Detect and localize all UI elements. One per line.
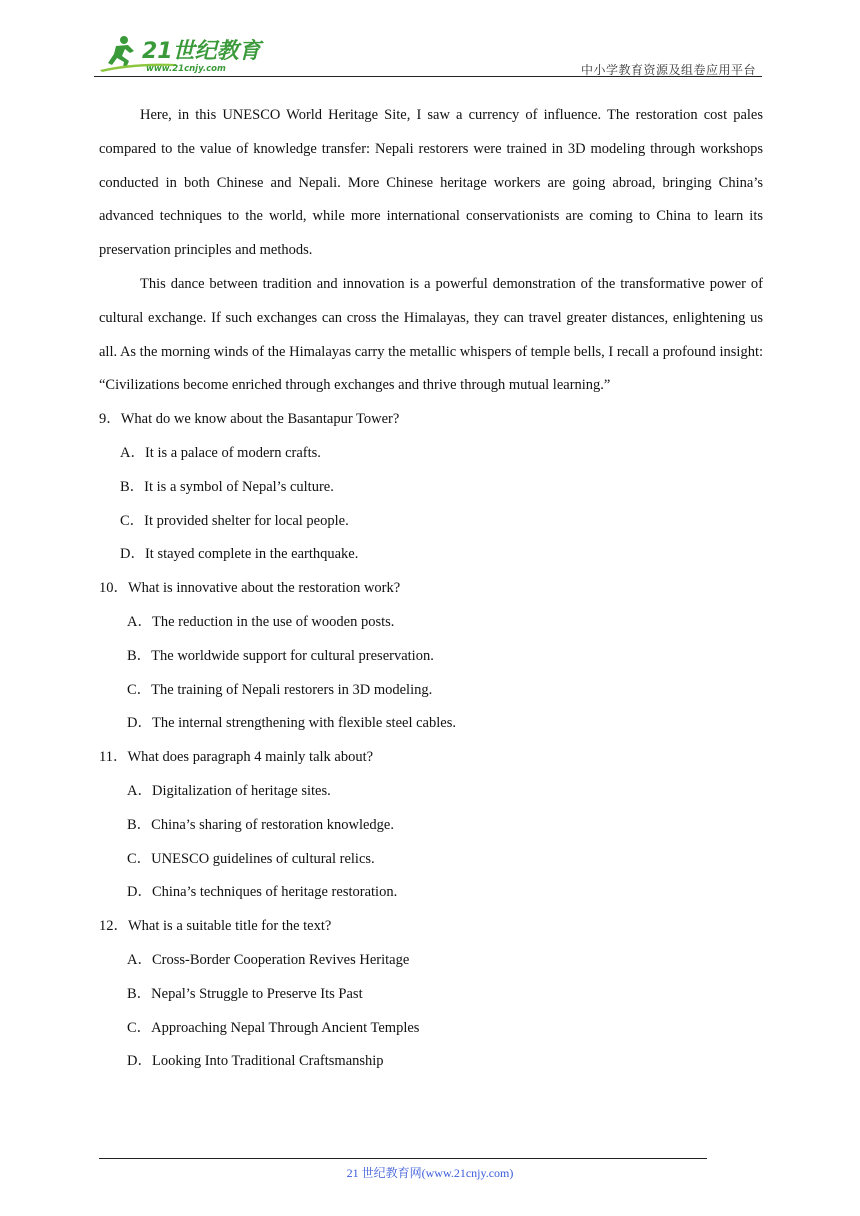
question-option: D．The internal strengthening with flexible steel cables. xyxy=(127,715,456,732)
site-logo xyxy=(94,34,264,74)
question-option: B．It is a symbol of Nepal’s culture. xyxy=(120,478,334,495)
question-option: D．China’s techniques of heritage restoration. xyxy=(127,884,398,901)
question-option: B．China’s sharing of restoration knowledge. xyxy=(127,816,394,833)
question-stem: 9．What do we know about the Basantapur Tower? xyxy=(99,411,400,428)
header-divider xyxy=(94,76,762,77)
question-option: C．UNESCO guidelines of cultural relics. xyxy=(127,850,375,867)
question-option: D．It stayed complete in the earthquake. xyxy=(120,546,359,563)
question-option: A．Digitalization of heritage sites. xyxy=(127,782,331,799)
question-option: C．Approaching Nepal Through Ancient Temples xyxy=(127,1019,420,1036)
question-option: A．It is a palace of modern crafts. xyxy=(120,444,321,461)
passage-paragraph: Here, in this UNESCO World Heritage Site, I saw a currency of influence. The restoration cost pales compared to the value of knowledge transfer: Nepali restorers were trained in 3D modeling through workshops conducted in both Chinese and Nepali. More Chinese heritage workers are going abroad, bringing China’s advanced techniques to the world, while more international conservationists are coming to China to learn its preservation principles and methods. xyxy=(99,107,763,259)
question-stem: 11．What does paragraph 4 mainly talk about? xyxy=(99,749,374,766)
platform-name: 中小学教育资源及组卷应用平台 xyxy=(580,63,756,77)
question-option: B．Nepal’s Struggle to Preserve Its Past xyxy=(127,985,363,1002)
question-option: C．It provided shelter for local people. xyxy=(120,512,349,529)
question-option: C．The training of Nepali restorers in 3D modeling. xyxy=(127,681,433,698)
footer-divider xyxy=(99,1158,707,1159)
passage-paragraph: This dance between tradition and innovation is a powerful demonstration of the transformative power of cultural exchange. If such exchanges can cross the Himalayas, they can travel greater distances, enlightening us all. As the morning winds of the Himalayas carry the metallic whispers of temple bells, I recall a profound insight: “Civilizations become enriched through exchanges and thrive through mutual learning.” xyxy=(99,275,764,394)
page-footer: 21 世纪教育网(www.21cnjy.com) xyxy=(346,1166,514,1180)
question-option: D．Looking Into Traditional Craftsmanship xyxy=(127,1053,384,1070)
svg-text:www.21cnjy.com: www.21cnjy.com xyxy=(146,64,226,74)
question-stem: 12．What is a suitable title for the text? xyxy=(99,918,332,935)
question-option: A．Cross-Border Cooperation Revives Heritage xyxy=(127,951,410,968)
page-header xyxy=(94,30,762,78)
question-option: A．The reduction in the use of wooden posts. xyxy=(127,613,395,630)
document-body xyxy=(99,99,763,1079)
svg-text:21世纪教育: 21世纪教育 xyxy=(142,39,261,64)
question-option: B．The worldwide support for cultural preservation. xyxy=(127,647,434,664)
question-stem: 10．What is innovative about the restoration work? xyxy=(99,580,401,597)
